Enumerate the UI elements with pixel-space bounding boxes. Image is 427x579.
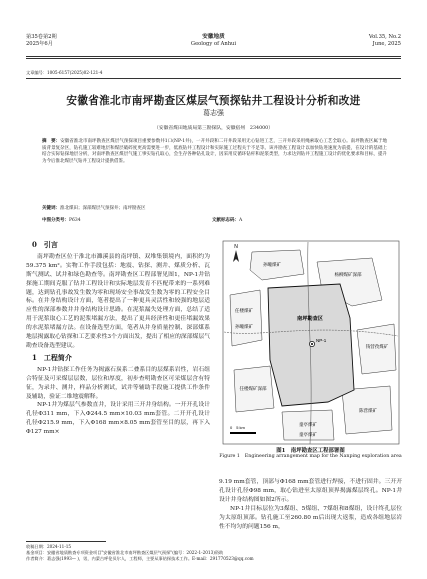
doc-code: A	[239, 218, 243, 223]
label-right-top: 杨柳煤矿深部	[334, 273, 362, 278]
section-heading-intro: 0 引言	[32, 240, 58, 249]
header-rule	[26, 56, 401, 57]
label-bottom: 童亭煤矿	[299, 423, 317, 428]
abstract	[42, 139, 387, 165]
intro-paragraph: 南坪勘查区位于淮北市濉溪县的南坪镇、双堆集镇境内，面积约为59.375 km²。实物工作手段包括：地震、钻探、测井、煤质分析、瓦斯气测试、试井和绿色勘查等。南坪勘查区工程部署见图1，NP-1井钻探施工期间克服了钻井工程设计和实际地层发育不匹配带来的一系列难题，达到钻孔事故发生数为零和现场安全事故发生数为零的工程安全目标。在井身结构设计方面，笔者提出了一种更具灵活性和较强的地层适应性的深部参数井井身结构设计思路。在泥浆漏失处理方面，总结了适用于泥浆取心工艺的泥浆堵漏方法，提出了更具经济性和更佳堵漏效果的水泥浆堵漏方法。在设备选型方面，笔者从井身质量控制、深部煤系地层揭露取心钻探和工艺要求性3个方面出发，提出了相应的深部煤层气勘查设备选型建议。	[26, 253, 210, 349]
label-left-mid: 任楼煤矿	[235, 309, 253, 314]
well-label: NP-1	[316, 338, 327, 343]
journal-header	[26, 34, 401, 54]
doi-rule	[26, 78, 401, 79]
section-heading-overview: 1 工程简介	[32, 352, 72, 362]
doc-label: 文献标志码：	[212, 218, 239, 223]
label-left-lower: 任楼煤矿深部	[239, 387, 267, 392]
article-number: 文章编号：1005-6157(2025)02-121-4	[26, 70, 103, 75]
header-issue: Vol.35, No.2 June, 2025	[368, 34, 401, 47]
abstract-label: 摘 要：	[42, 139, 61, 144]
clc-label: 中图分类号：	[42, 218, 69, 223]
label-right-mid: 钱营孜煤矿	[365, 345, 389, 350]
mine-boundary-left	[230, 290, 262, 346]
abstract-text: 安徽省淮北市南坪勘查区煤层气预探项目重要参数井1口(NP-1井)，一开井段和二开井段采用无心钻进工艺，三开井段采用绳索取心工艺全取心。南坪勘查区属于地质背景复杂区，钻孔施工较难地层和煤层破碎度更高需要进一步，低底钻井工程设计和实际施工过程关于不足等。该井勘查工程设计以加快钻进速度为前提，在设计的基础上结合实际钻探地层分析，对南坪勘查区煤层气施工事实钻孔取心，会生存各种钻孔设计，因采用反循环钻杆和泥浆类型，力求达到钻井工程施工设计的优化要求和目标，提升为今后淮北煤层气钻井工程设计提供借鉴。	[42, 139, 387, 164]
overview-paragraph-2: NP-1井为煤层气参数直井，设计采用三开井身结构。一开开孔设计孔径Φ311 mm，下入Φ244.5 mm×10.03 mm套管。二开开孔设计孔径Φ215.9 mm，下入Φ168 mm×8.05 mm套管至目的层，再下入Φ127 mm×	[26, 402, 210, 436]
keywords-text: 淮北煤田；深部煤层气预探井；南坪勘查区	[60, 206, 146, 211]
svg-text:N: N	[234, 244, 238, 250]
header-volume: 第35卷第2期 2025年6月	[26, 34, 57, 47]
right-paragraph-2: NP-1井目标层位为3煤组、5煤组、7煤组和8煤组，设计终孔层位为太原组顶部。钻孔施工至260.80 m后出现大返浆，造成各组地层岩性不均匀的问题156 m，	[219, 505, 402, 530]
right-paragraph-1: 9.19 mm套管，顶部与Φ168 mm套管进行焊接，不进行固井。三开开孔设计孔径Φ98 mm，取心钻进至太原组顶界揭露煤层终孔。NP-1井设计井身结构图如图2所示。	[219, 479, 402, 503]
label-bottom2: 童亭煤矿	[299, 433, 317, 438]
affiliation: （安徽省煤田地质局第三勘探队，安徽宿州 234000）	[153, 126, 274, 131]
figure-caption-cn: 图1 南坪勘查区工程部署图	[276, 448, 345, 454]
header-rule-thin	[26, 58, 401, 59]
svg-text:0 5 km: 0 5 km	[230, 425, 245, 430]
figure-caption-en: Figure 1 Engineering arrangement map for the Nanping exploration area	[219, 454, 402, 459]
label-left-mid2: 孙疃煤矿	[235, 325, 253, 330]
overview-paragraph-1: NP-1井钻探工作任务为揭露石炭系二叠系目的层煤系岩性，岩石组合特征及可采煤层层数，层位和厚度，初步查明勘查区可采煤层含有特征，为录井、测井，样品分析测试，试井等辅助手段施工提供工作条件及辅助，验证二维地震解释。	[26, 366, 210, 400]
clc-code: P634	[69, 218, 81, 223]
exploration-area-map	[222, 240, 400, 445]
footnote-fund: 基金项目：安徽省地质勘查专项资金项目"安徽省淮北市南坪勘查区煤层气预探"(编号：2022-1-2013)资助	[26, 550, 224, 555]
label-top: 孙疃煤矿	[263, 263, 281, 268]
footnote-bio: 作者简介：葛志强(1993— )，男，内蒙古呼伦贝尔人，工程师，主要从事钻探技术工作。E-mail：291770523@qq.com	[26, 556, 254, 561]
classification	[42, 218, 387, 225]
author: 葛志强	[203, 109, 224, 117]
paper-title: 安徽省淮北市南坪勘查区煤层气预探钻井工程设计分析和改进	[66, 95, 361, 107]
label-center: 南坪勘查区	[297, 316, 323, 322]
footnote-rule	[26, 541, 106, 542]
well-marker-icon	[309, 341, 314, 346]
label-right-lower: 陈营煤矿	[359, 409, 377, 414]
keywords	[42, 206, 387, 213]
footnote	[26, 544, 401, 562]
keywords-label: 关键词：	[42, 206, 60, 211]
right-column	[219, 478, 402, 531]
left-column	[26, 238, 210, 437]
footnote-received: 收稿日期：2024-11-15	[26, 544, 72, 549]
header-journal-name: 安徽地质 Geology of Anhui	[190, 34, 237, 47]
